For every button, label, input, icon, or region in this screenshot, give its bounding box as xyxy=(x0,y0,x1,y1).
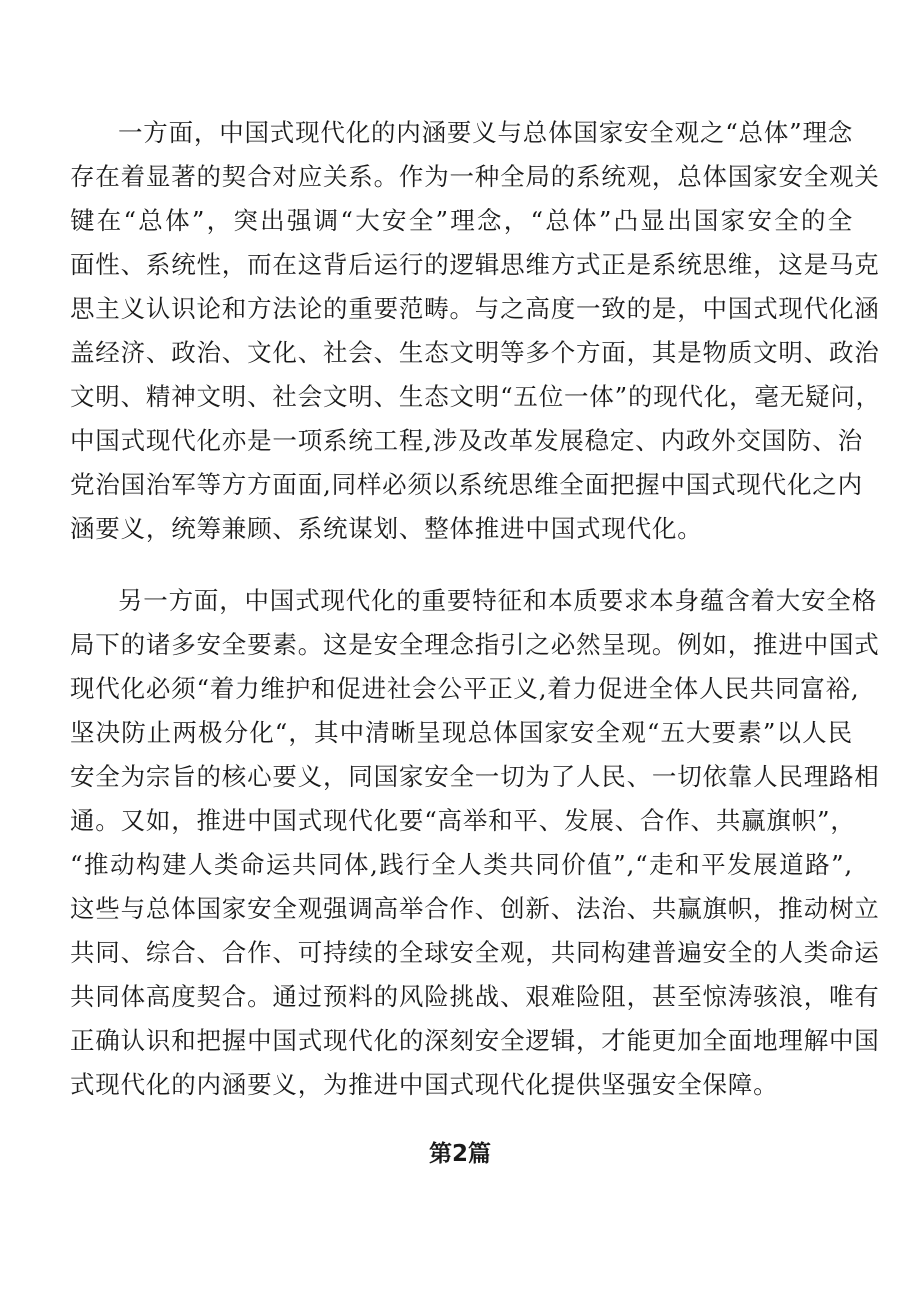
paragraph-line: 党治国治军等方方面面,同样必须以系统思维全面把握中国式现代化之内 xyxy=(70,470,863,499)
paragraph-line: 式现代化的内涵要义，为推进中国式现代化提供坚强安全保障。 xyxy=(70,1070,779,1099)
paragraph-line: 另一方面，中国式现代化的重要特征和本质要求本身蕴含着大安全格 xyxy=(118,586,877,615)
paragraph-line: 键在“总体”，突出强调“大安全”理念，“总体”凸显出国家安全的全 xyxy=(70,206,853,235)
paragraph-line: 面性、系统性，而在这背后运行的逻辑思维方式正是系统思维，这是马克 xyxy=(70,250,880,279)
paragraph-line: 共同体高度契合。通过预料的风险挑战、艰难险阻，甚至惊涛骇浪，唯有 xyxy=(70,982,880,1011)
section-heading: 第2篇 xyxy=(428,1141,491,1167)
paragraph-line: 一方面，中国式现代化的内涵要义与总体国家安全观之“总体”理念 xyxy=(118,118,854,147)
paragraph-line: 共同、综合、合作、可持续的全球安全观，共同构建普遍安全的人类命运 xyxy=(70,938,880,967)
paragraph-line: 盖经济、政治、文化、社会、生态文明等多个方面，其是物质文明、政治 xyxy=(70,338,880,367)
paragraph-line: 存在着显著的契合对应关系。作为一种全局的系统观，总体国家安全观关 xyxy=(70,162,880,191)
paragraph-line: 文明、精神文明、社会文明、生态文明“五位一体”的现代化，毫无疑问， xyxy=(70,382,881,411)
paragraph-line: 通。又如，推进中国式现代化要“高举和平、发展、合作、共赢旗帜”， xyxy=(70,806,856,835)
paragraph-line: 这些与总体国家安全观强调高举合作、创新、法治、共赢旗帜，推动树立 xyxy=(70,894,880,923)
paragraph-line: 正确认识和把握中国式现代化的深刻安全逻辑，才能更加全面地理解中国 xyxy=(70,1026,880,1055)
paragraph-line: 中国式现代化亦是一项系统工程,涉及改革发展稳定、内政外交国防、治 xyxy=(70,426,863,455)
paragraph-line: 坚决防止两极分化“，其中清晰呈现总体国家安全观“五大要素”以人民 xyxy=(70,718,853,747)
paragraph-line: 局下的诸多安全要素。这是安全理念指引之必然呈现。例如，推进中国式 xyxy=(70,630,880,659)
paragraph-line: “推动构建人类命运共同体,践行全人类共同价值”,“走和平发展道路”, xyxy=(70,850,853,879)
paragraph-line: 思主义认识论和方法论的重要范畴。与之高度一致的是，中国式现代化涵 xyxy=(70,294,880,323)
paragraph-line: 涵要义，统筹兼顾、系统谋划、整体推进中国式现代化。 xyxy=(70,514,703,543)
paragraph-line: 安全为宗旨的核心要义，同国家安全一切为了人民、一切依靠人民理路相 xyxy=(70,762,880,791)
paragraph-line: 现代化必须“着力维护和促进社会公平正义,着力促进全体人民共同富裕, xyxy=(70,674,860,703)
